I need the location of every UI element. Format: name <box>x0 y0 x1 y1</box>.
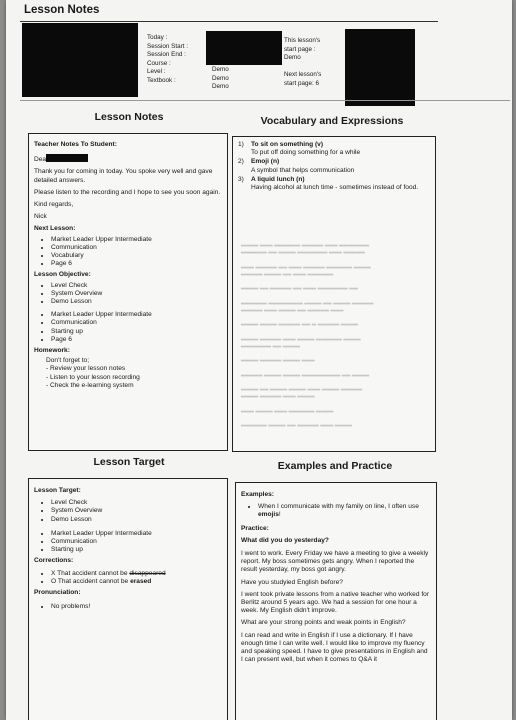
next-lesson-label-1: Next lesson's <box>284 71 322 78</box>
lesson-notes-heading: Lesson Notes <box>94 111 164 123</box>
list-item: • Demo Lesson <box>51 298 222 306</box>
lesson-target-label: Lesson Target: <box>34 487 81 494</box>
redacted-photo <box>22 23 138 97</box>
correct-word: erased <box>130 577 152 585</box>
this-lesson-label-2: start page : <box>284 45 316 53</box>
vocabulary-box <box>232 136 436 452</box>
correction-item <box>51 578 222 586</box>
vocab-term: To sit on something (v) <box>251 141 324 148</box>
thank-you-paragraph: Thank you for coming in today. You spoke very well and gave detailed answers. <box>34 168 213 184</box>
homework-intro: Don't forget to; <box>46 357 90 365</box>
list-item: • Level Check <box>51 282 222 290</box>
question-2: Have you studyied English before? <box>241 578 343 586</box>
list-item: • Page 6 <box>51 260 222 268</box>
example-item <box>258 503 431 519</box>
homework-item: - Check the e-learning system <box>46 381 134 389</box>
vocab-number: 2) <box>238 158 244 166</box>
examples-list <box>241 503 431 519</box>
incorrect-word: disappeared <box>129 569 166 577</box>
next-lesson-start <box>284 71 321 88</box>
redacted-teacher-photo <box>345 29 415 106</box>
vocab-number: 3) <box>238 175 244 183</box>
list-item: • Starting up <box>51 328 222 336</box>
example-keyword: emojis <box>258 511 279 519</box>
list-item: • Starting up <box>51 546 222 554</box>
header-divider <box>20 100 510 101</box>
greeting-line <box>34 154 222 164</box>
field-today: Today : <box>147 34 168 41</box>
list-item: • Page 6 <box>51 336 222 344</box>
teacher-name: Nick <box>34 213 47 221</box>
objective-list-2 <box>34 311 222 344</box>
greeting-text: Dea <box>34 156 47 164</box>
lesson-target-box <box>28 478 228 720</box>
objective-list-1 <box>34 282 222 307</box>
field-level: Level : <box>147 68 166 76</box>
vocab-definition: A symbol that helps communication <box>251 166 355 174</box>
textbook-value: Demo <box>212 83 229 91</box>
vocabulary-heading: Vocabulary and Expressions <box>260 115 404 127</box>
list-item: • Market Leader Upper Intermediate <box>51 530 222 538</box>
question-1: What did you do yesterday? <box>241 536 329 544</box>
answer-1: I went to work. Every Friday we have a meeting to give a weekly report. My boss sometimes gets angry. When I reported the result yesterday, my boss got angry. <box>241 550 429 574</box>
teacher-notes-label: Teacher Notes To Student: <box>34 141 117 148</box>
this-lesson-value: Demo <box>284 54 301 62</box>
vocab-item-1 <box>238 141 430 157</box>
field-course: Course : <box>147 59 171 67</box>
vocab-term: A liquid lunch (n) <box>251 175 305 183</box>
document-page <box>6 0 512 720</box>
list-item: • Communication <box>51 244 222 252</box>
field-textbook: Textbook : <box>147 76 176 84</box>
list-item: • Vocabulary <box>51 252 222 260</box>
correction-text: O That accident cannot be <box>51 577 131 585</box>
list-item: • Market Leader Upper Intermediate <box>51 236 222 244</box>
redacted-date <box>206 31 282 65</box>
objective-label: Lesson Objective: <box>34 271 91 279</box>
correction-item <box>51 570 222 578</box>
regards-line: Kind regards, <box>34 201 74 209</box>
vocab-definition: To put off doing something for a while <box>251 149 361 157</box>
this-lesson-label-1: This lesson's <box>284 37 321 44</box>
list-item: • Demo Lesson <box>51 516 222 524</box>
field-session-end: Session End : <box>147 51 186 59</box>
example-text: When I communicate with my family on line, I often use <box>258 503 419 511</box>
target-list-2 <box>34 530 222 555</box>
vocab-number: 1) <box>238 141 244 148</box>
target-list-1 <box>34 499 222 524</box>
session-field-values <box>212 66 229 92</box>
list-item: • Communication <box>51 538 222 546</box>
homework-item: - Listen to your lesson recording <box>46 373 140 381</box>
vocab-definition: Having alcohol at lunch time - sometimes instead of food. <box>251 184 419 192</box>
practice-label: Practice: <box>241 524 269 532</box>
correction-text: X That accident cannot be <box>51 569 130 577</box>
list-item: • System Overview <box>51 507 222 515</box>
next-lesson-list <box>34 236 222 269</box>
lesson-notes-box <box>28 133 228 451</box>
lesson-target-heading: Lesson Target <box>93 456 165 468</box>
question-3: What are your strong points and weak points in English? <box>241 619 406 627</box>
list-item: • System Overview <box>51 290 222 298</box>
list-item: • Communication <box>51 319 222 327</box>
level-value: Demo <box>212 74 229 82</box>
vocab-term: Emoji (n) <box>251 158 280 166</box>
course-value: Demo <box>212 66 229 73</box>
examples-box <box>235 482 437 720</box>
pronunciation-label: Pronunciation: <box>34 589 81 597</box>
show-through-text: ▂▂▂▂ ▂▂▂ ▂▂▂▂▂▂ ▂▂▂▂▂ ▂▂▂ ▂▂▂▂▂▂▂ ▂▂▂▂▂▂ ▂▂ ▂▂▂▂ ▂▂▂▂▂▂▂ ▂▂▂ ▂▂▂▂▂ ▂▂▂ ▂▂▂▂▂ ▂▂ ▂▂▂ ▂▂▂▂▂ ▂▂▂▂▂▂ ▂▂▂▂ ▂▂▂▂▂ ▂▂▂▂ ▂▂ ▂▂▂ ▂▂▂▂▂▂ ▂▂▂▂ ▂▂ ▂▂▂▂▂ ▂▂ ▂▂▂ ▂▂▂▂▂▂▂ ▂▂ ▂▂▂▂▂▂ ▂▂▂▂▂▂▂▂ ▂▂▂▂ ▂▂ ▂▂▂▂ ▂▂▂▂▂ ▂▂▂▂▂ ▂▂▂ ▂▂▂▂ ▂▂ ▂▂▂▂▂ ▂▂▂ ▂▂▂▂ ▂▂▂▂ ▂▂▂▂▂ ▂▂ ▂ ▂▂▂▂▂ ▂▂▂▂ ▂▂▂▂ ▂▂▂▂▂ ▂▂▂ ▂▂▂▂ ▂▂▂▂▂▂ ▂▂▂▂ ▂▂▂▂▂▂▂ ▂▂ ▂▂▂▂ ▂▂▂▂ ▂▂▂▂▂ ▂▂▂▂ ▂▂▂ ▂▂▂▂▂ ▂▂▂▂ ▂▂▂▂ ▂▂▂▂▂▂▂▂▂ ▂▂ ▂▂▂▂ ▂▂▂▂ ▂▂ ▂▂▂▂ ▂▂▂▂ ▂▂▂ ▂▂▂▂ ▂▂▂▂▂ ▂▂▂▂ ▂▂▂▂▂ ▂▂▂ ▂▂▂▂ ▂▂▂ ▂▂▂▂ ▂▂▂ ▂▂▂▂▂▂ ▂▂▂▂ ▂▂▂▂▂▂ ▂▂▂▂ ▂▂ ▂▂▂▂▂ ▂▂▂ ▂▂▂▂ <box>241 241 374 428</box>
vocab-item-3 <box>238 176 430 192</box>
document-title: Lesson Notes <box>24 4 100 16</box>
corrections-label: Corrections: <box>34 557 74 565</box>
title-underline <box>20 21 438 22</box>
homework-label: Homework: <box>34 347 70 355</box>
list-item: • No problems! <box>51 603 222 611</box>
homework-item: - Review your lesson notes <box>46 365 126 373</box>
next-lesson-label-2: start page: 6 <box>284 79 320 87</box>
example-suffix: ! <box>278 511 281 519</box>
examples-label: Examples: <box>241 491 274 498</box>
vocab-item-2 <box>238 158 430 174</box>
next-lesson-label: Next Lesson: <box>34 225 76 233</box>
examples-heading: Examples and Practice <box>277 460 393 472</box>
field-session-start: Session Start : <box>147 42 188 50</box>
list-item: • Level Check <box>51 499 222 507</box>
list-item: • Market Leader Upper Intermediate <box>51 311 222 319</box>
session-field-labels <box>147 34 188 86</box>
answer-3: I can read and write in English if I use a dictionary. If I have enough time I can write well. I would like to improve my fluency and speaking speed. I have to give presentations in English and I can present well, but when it comes to Q&A it <box>241 631 428 664</box>
recording-paragraph: Please listen to the recording and I hope to see you soon again. <box>34 188 221 196</box>
answer-2: I went took private lessons from a native teacher who worked for Berlitz around 5 years ago. We had a session for one hour a week. My English didn't improve. <box>241 590 430 615</box>
this-lesson-start <box>284 37 320 63</box>
redacted-student-name <box>46 154 88 162</box>
pronunciation-list <box>34 603 222 611</box>
corrections-list <box>34 570 222 586</box>
